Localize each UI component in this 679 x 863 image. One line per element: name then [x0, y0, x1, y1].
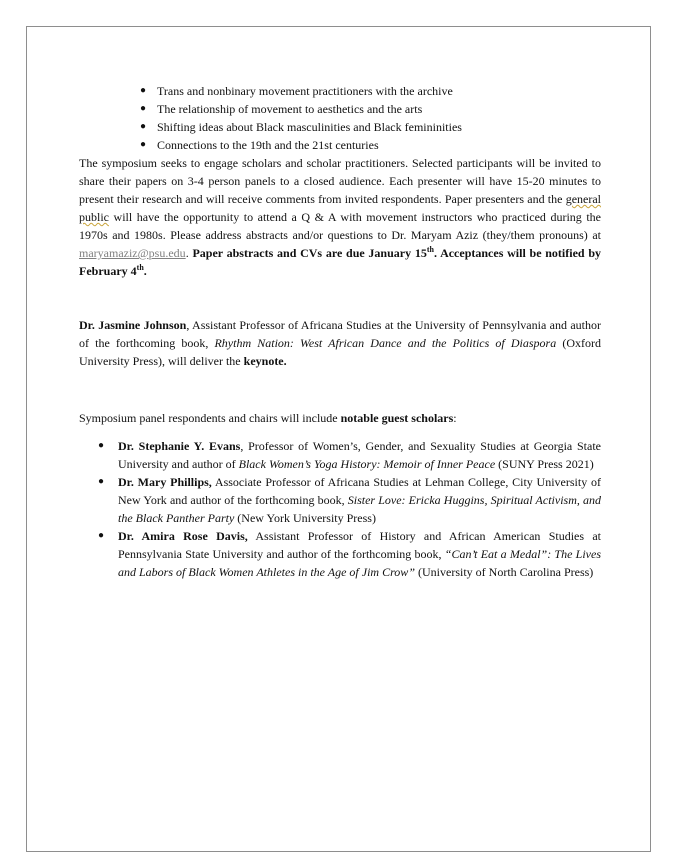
- deadline-text: Paper abstracts and CVs are due January 15th. Acceptances will be notified by February 4th.: [79, 245, 602, 278]
- page-content: [79, 82, 601, 581]
- bullet-icon: ●: [98, 440, 105, 451]
- email-link[interactable]: maryamaziz@psu.edu: [79, 246, 186, 260]
- document-page: [26, 26, 651, 852]
- spacer: [79, 280, 601, 316]
- scholar-item: ● Dr. Mary Phillips, Associate Professor of Africana Studies at Lehman College, City University of New York and author of the forthcoming book, Sister Love: Ericka Huggins, Spiritual Activism, and the Black Panther Party (New York University Press): [98, 475, 602, 525]
- spacer: [79, 370, 601, 409]
- bullet-icon: ●: [140, 139, 147, 150]
- symposium-paragraph: The symposium seeks to engage scholars and scholar practitioners. Selected participants will be invited to share their papers on 3-4 person panels to a closed audience. Each presenter will have 15-20 minutes to present their research and will receive comments from invited respondents. Paper presenters and the general public will have the opportunity to attend a Q & A with movement instructors who practiced during the 1970s and 1980s. Please address abstracts and/or questions to Dr. Maryam Aziz (they/them pronouns) at maryamaziz@psu.edu. Paper abstracts and CVs are due January 15th. Acceptances will be notified by February 4th.: [79, 156, 602, 278]
- scholar-item: ● Dr. Stephanie Y. Evans, Professor of Women’s, Gender, and Sexuality Studies at Georgia State University and author of Black Women’s Yoga History: Memoir of Inner Peace (SUNY Press 2021): [98, 439, 601, 471]
- scholar-item: ● Dr. Amira Rose Davis, Assistant Professor of History and African American Studies at Pennsylvania State University and author of the forthcoming book, “Can’t Eat a Medal”: The Lives and Labors of Black Women Athletes in the Age of Jim Crow” (University of North Carolina Press): [98, 529, 602, 579]
- keynote-speaker: Dr. Jasmine Johnson: [79, 318, 187, 332]
- list-item: ● Trans and nonbinary movement practitioners with the archive: [140, 84, 453, 98]
- bullet-icon: ●: [140, 103, 147, 114]
- bullet-icon: ●: [98, 530, 105, 541]
- keynote-book-title: Rhythm Nation: West African Dance and the Politics of Diaspora: [214, 336, 557, 350]
- list-item: ● Connections to the 19th and the 21st centuries: [140, 138, 379, 152]
- topic-bullet-list: [79, 82, 601, 154]
- list-item: ● Shifting ideas about Black masculinities and Black femininities: [140, 120, 462, 134]
- bullet-icon: ●: [140, 85, 147, 96]
- list-item: ● The relationship of movement to aesthetics and the arts: [140, 102, 423, 116]
- scholar-list: [79, 437, 601, 581]
- bullet-icon: ●: [140, 121, 147, 132]
- guests-intro: Symposium panel respondents and chairs will include notable guest scholars:: [79, 411, 457, 425]
- keynote-paragraph: Dr. Jasmine Johnson, Assistant Professor of Africana Studies at the University of Pennsylvania and author of the forthcoming book, Rhythm Nation: West African Dance and the Politics of Diaspora (Oxford University Press), will deliver the keynote.: [79, 318, 601, 368]
- spellcheck-flag[interactable]: general public: [79, 192, 601, 224]
- bullet-icon: ●: [98, 476, 105, 487]
